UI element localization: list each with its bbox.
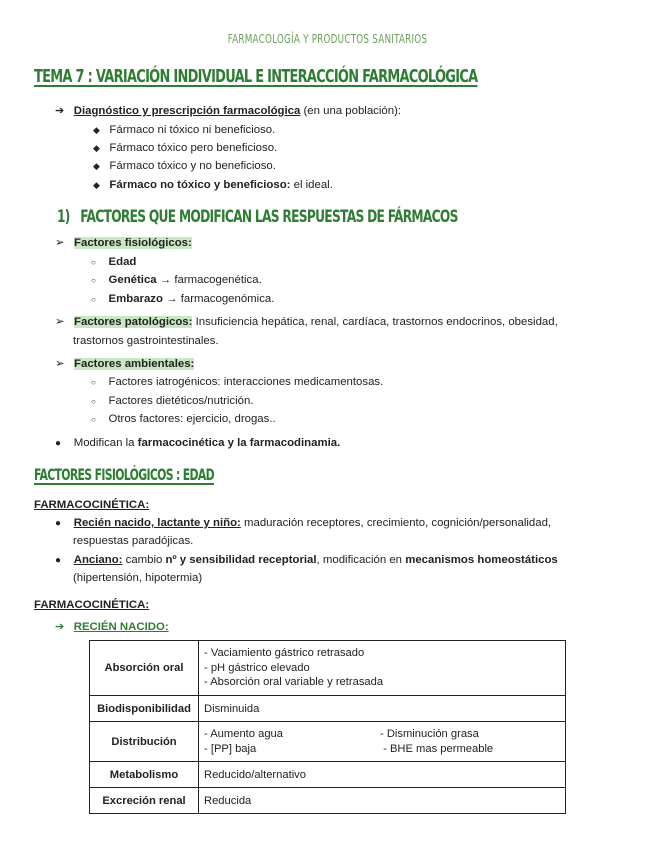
- list-item: ◆ Fármaco no tóxico y beneficioso: el ideal.: [93, 179, 333, 191]
- diamond-bullet-icon: ◆: [93, 125, 100, 135]
- section-heading: 1) FACTORES QUE MODIFICAN LAS RESPUESTAS DE FÁRMACOS: [57, 207, 458, 227]
- list-item: ○ Genética → farmacogenética.: [91, 274, 262, 286]
- arrow-right-icon: ➔: [55, 105, 65, 117]
- row-value: - Vaciamiento gástrico retrasado - pH gástrico elevado - Absorción oral variable y retrasada: [199, 641, 566, 696]
- intro-line: ➔ Diagnóstico y prescripción farmacológica (en una población):: [55, 105, 402, 117]
- pharmacokinetics-table: [89, 640, 566, 814]
- page-title: TEMA 7 : VARIACIÓN INDIVIDUAL E INTERACCIÓN FARMACOLÓGICA: [34, 66, 478, 87]
- circle-bullet-icon: ○: [91, 415, 96, 424]
- table-row: [90, 722, 566, 762]
- list-item: ● Modifican la farmacocinética y la farmacodinamia.: [55, 437, 341, 449]
- circle-bullet-icon: ○: [91, 295, 96, 304]
- arrowhead-bullet-icon: ➢: [55, 358, 65, 370]
- circle-bullet-icon: ○: [91, 397, 96, 406]
- dot-bullet-icon: ●: [55, 555, 62, 566]
- circle-bullet-icon: ○: [91, 258, 96, 267]
- row-label: Distribución: [90, 722, 199, 762]
- row-value: - Aumento agua - [PP] baja - Disminución grasa - BHE mas permeable: [199, 722, 566, 762]
- dot-bullet-icon: ●: [55, 438, 62, 449]
- list-item: ◆ Fármaco tóxico y no beneficioso.: [93, 160, 276, 172]
- subheading: FARMACOCINÉTICA:: [34, 499, 150, 511]
- row-value: Reducida: [199, 788, 566, 814]
- page-header: FARMACOLOGÍA Y PRODUCTOS SANITARIOS: [227, 31, 428, 46]
- list-item: ● Recién nacido, lactante y niño: maduración receptores, crecimiento, cognición/personalidad,: [55, 517, 552, 529]
- text-continuation: trastornos gastrointestinales.: [73, 335, 219, 347]
- diamond-bullet-icon: ◆: [93, 161, 100, 171]
- list-item: ● Anciano: cambio nº y sensibilidad receptorial, modificación en mecanismos homeostáticos: [55, 554, 558, 566]
- table-row: [90, 762, 566, 788]
- list-item: ○ Factores dietéticos/nutrición.: [91, 395, 254, 407]
- recien-nacido-heading: ➔ RECIÉN NACIDO:: [55, 621, 169, 633]
- diamond-bullet-icon: ◆: [93, 180, 100, 190]
- factor-fisiologicos: ➢ Factores fisiológicos:: [55, 237, 192, 249]
- subheading: FARMACOCINÉTICA:: [34, 599, 150, 611]
- arrowhead-bullet-icon: ➢: [55, 316, 65, 328]
- diamond-bullet-icon: ◆: [93, 143, 100, 153]
- factor-patologicos: ➢ Factores patológicos: Insuficiencia hepática, renal, cardíaca, trastornos endocrinos, obesidad,: [55, 316, 558, 328]
- table-row: [90, 788, 566, 814]
- row-value: Disminuida: [199, 696, 566, 722]
- row-value: Reducido/alternativo: [199, 762, 566, 788]
- circle-bullet-icon: ○: [91, 378, 96, 387]
- dot-bullet-icon: ●: [55, 518, 62, 529]
- table-row: [90, 696, 566, 722]
- list-item: ○ Edad: [91, 256, 137, 268]
- row-label: Absorción oral: [90, 641, 199, 696]
- factor-ambientales: ➢ Factores ambientales:: [55, 358, 195, 370]
- text-continuation: respuestas paradójicas.: [73, 535, 194, 547]
- row-label: Metabolismo: [90, 762, 199, 788]
- list-item: ◆ Fármaco tóxico pero beneficioso.: [93, 142, 278, 154]
- list-item: ◆ Fármaco ni tóxico ni beneficioso.: [93, 124, 276, 136]
- arrow-right-icon: ➔: [55, 621, 65, 633]
- row-label: Biodisponibilidad: [90, 696, 199, 722]
- list-item: ○ Embarazo → farmacogenómica.: [91, 293, 275, 305]
- arrowhead-bullet-icon: ➢: [55, 237, 65, 249]
- text-continuation: (hipertensión, hipotermia): [73, 572, 203, 584]
- list-item: ○ Factores iatrogénicos: interacciones medicamentosas.: [91, 376, 384, 388]
- table-row: [90, 641, 566, 696]
- section-heading: FACTORES FISIOLÓGICOS : EDAD: [34, 465, 214, 484]
- list-item: ○ Otros factores: ejercicio, drogas..: [91, 413, 276, 425]
- circle-bullet-icon: ○: [91, 276, 96, 285]
- row-label: Excreción renal: [90, 788, 199, 814]
